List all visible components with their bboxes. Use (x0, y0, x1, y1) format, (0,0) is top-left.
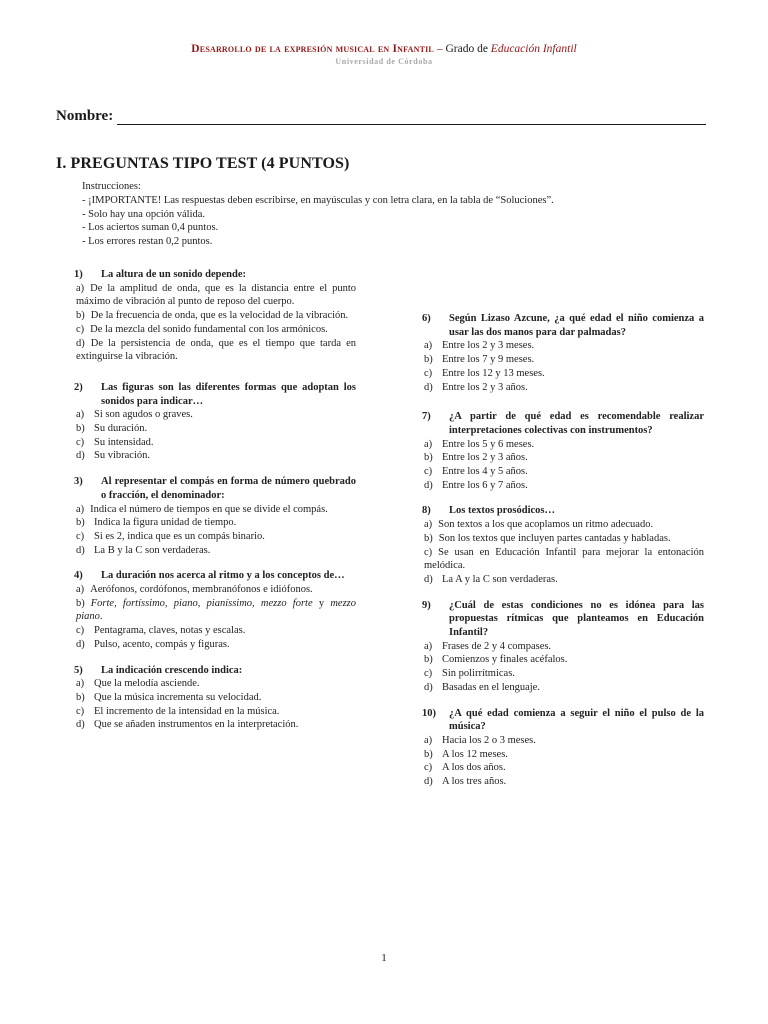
option-b (74, 516, 356, 530)
question-6 (422, 312, 704, 394)
option-a (74, 677, 356, 691)
option-text: De la amplitud de onda, que es la distancia entre el punto máximo de vibración al punto de reposo del cuerpo. (76, 282, 356, 308)
option-text: Entre los 6 y 7 años. (442, 479, 528, 491)
option-text: Comienzos y finales acéfalos. (442, 654, 568, 666)
option-letter: a) (76, 282, 85, 294)
option-text: Indica la figura unidad de tiempo. (94, 517, 237, 529)
option-letter: b) (76, 517, 85, 529)
option-d (422, 381, 704, 395)
question-text: Las figuras son las diferentes formas que adoptan los sonidos para indicar… (101, 381, 356, 407)
questions-right-column (422, 312, 704, 801)
instruction-item: - Solo hay una opción válida. (82, 208, 206, 220)
question-text: La altura de un sonido depende: (101, 269, 246, 280)
option-text-connector: y (312, 597, 331, 609)
instruction-item: - Los errores restan 0,2 puntos. (82, 236, 213, 248)
option-text-italic: Forte, fortíssimo, piano, pianíssimo, mezzo forte (90, 597, 313, 609)
option-c (74, 436, 356, 450)
option-letter: c) (76, 530, 85, 542)
option-b (422, 532, 704, 546)
option-d (74, 718, 356, 732)
degree-name: Educación Infantil (490, 43, 577, 55)
option-text: Indica el número de tiempos en que se divide el compás. (90, 503, 328, 515)
question-number: 6) (422, 313, 431, 324)
option-c (74, 624, 356, 638)
option-a (74, 408, 356, 422)
option-text: Sin polirrítmicas. (442, 668, 515, 680)
question-text: ¿A qué edad comienza a seguir el niño el pulso de la música? (449, 707, 704, 733)
option-letter: d) (424, 776, 433, 788)
option-d (74, 638, 356, 652)
question-number: 2) (74, 381, 83, 393)
instructions-title: Instrucciones: (82, 181, 141, 192)
question-heading (74, 475, 356, 502)
question-text: Según Lizaso Azcune, ¿a qué edad el niño comienza a usar las dos manos para dar palmadas? (449, 313, 704, 338)
question-heading (422, 410, 704, 437)
question-number: 7) (422, 411, 431, 423)
question-text: ¿A partir de qué edad es recomendable realizar interpretaciones colectivas con instrumentos? (449, 411, 704, 436)
option-letter: b) (76, 691, 85, 703)
university-name: Universidad de Córdoba (335, 57, 433, 66)
option-letter: c) (76, 705, 85, 717)
option-text: Entre los 2 y 3 meses. (442, 340, 535, 352)
option-c (422, 667, 704, 681)
option-text: Entre los 2 y 3 años. (442, 452, 528, 464)
question-heading (74, 664, 356, 678)
option-letter: b) (424, 654, 433, 666)
option-c (422, 367, 704, 381)
option-text: Su intensidad. (94, 436, 154, 448)
option-letter: d) (424, 573, 433, 585)
option-a (422, 339, 704, 353)
option-text: A los dos años. (442, 762, 506, 774)
option-text: Que se añaden instrumentos en la interpretación. (94, 719, 299, 731)
option-letter: c) (424, 546, 433, 558)
instruction-item: - ¡IMPORTANTE! Las respuestas deben escribirse, en mayúsculas y con letra clara, en la tabla de “Soluciones”. (82, 194, 554, 206)
option-letter: c) (424, 668, 433, 680)
question-1 (74, 268, 356, 364)
header-line (0, 42, 768, 57)
question-7 (422, 410, 704, 492)
option-letter: b) (424, 748, 433, 760)
option-letter: d) (424, 681, 433, 693)
option-c (74, 323, 356, 337)
option-text: Entre los 7 y 9 meses. (442, 354, 535, 366)
option-d (422, 479, 704, 493)
option-a (422, 518, 704, 532)
option-text: Pentagrama, claves, notas y escalas. (94, 625, 246, 637)
option-letter: d) (76, 450, 85, 462)
question-5 (74, 664, 356, 733)
question-text: Los textos prosódicos… (449, 505, 555, 517)
option-letter: d) (424, 381, 433, 393)
question-3 (74, 475, 356, 557)
option-b (74, 597, 356, 624)
option-letter: c) (76, 323, 85, 335)
option-text: Entre los 5 y 6 meses. (442, 438, 535, 450)
question-heading (74, 268, 356, 282)
option-letter: a) (424, 438, 433, 450)
document-header (0, 42, 768, 67)
question-text: La duración nos acerca al ritmo y a los conceptos de… (101, 570, 345, 582)
option-letter: d) (76, 719, 85, 731)
option-b (422, 748, 704, 762)
option-letter: a) (424, 340, 433, 352)
question-heading (422, 312, 704, 339)
option-a (422, 640, 704, 654)
option-c (74, 705, 356, 719)
option-b (422, 451, 704, 465)
option-letter: c) (76, 625, 85, 637)
option-d (422, 573, 704, 587)
option-letter: a) (424, 519, 433, 531)
name-row (56, 108, 706, 125)
option-b (74, 422, 356, 436)
question-10 (422, 707, 704, 789)
option-c (74, 530, 356, 544)
question-9 (422, 599, 704, 695)
question-4 (74, 569, 356, 651)
option-d (422, 681, 704, 695)
instructions (82, 180, 662, 249)
option-letter: a) (76, 409, 85, 421)
option-b (74, 309, 356, 323)
option-text: El incremento de la intensidad en la música. (94, 705, 280, 717)
option-text: Su vibración. (94, 450, 150, 462)
option-text: Se usan en Educación Infantil para mejorar la entonación melódica. (424, 546, 704, 572)
name-underline (117, 109, 706, 125)
question-heading (74, 569, 356, 583)
option-text: De la frecuencia de onda, que es la velocidad de la vibración. (90, 310, 349, 322)
option-text: Hacia los 2 o 3 meses. (442, 734, 536, 746)
option-letter: c) (424, 466, 433, 478)
option-letter: d) (76, 638, 85, 650)
option-text: Que la música incrementa su velocidad. (94, 691, 262, 703)
option-letter: b) (76, 423, 85, 435)
option-letter: c) (424, 367, 433, 379)
option-c (422, 761, 704, 775)
option-text: Entre los 2 y 3 años. (442, 381, 528, 393)
option-letter: d) (76, 337, 85, 349)
option-letter: d) (76, 544, 85, 556)
option-text: De la persistencia de onda, que es el tiempo que tarda en extinguirse la vibración. (76, 337, 356, 363)
question-number: 5) (74, 664, 83, 676)
option-text: A los 12 meses. (442, 748, 508, 760)
option-a (422, 734, 704, 748)
option-text: Basadas en el lenguaje. (442, 681, 540, 693)
option-letter: a) (76, 503, 85, 515)
option-text: Si es 2, indica que es un compás binario. (94, 530, 265, 542)
question-heading (422, 599, 704, 640)
option-letter: b) (424, 452, 433, 464)
option-text: Son los textos que incluyen partes cantadas y habladas. (438, 532, 671, 544)
header-separator: – (433, 43, 446, 55)
option-letter: d) (424, 479, 433, 491)
option-b (422, 353, 704, 367)
question-text: Al representar el compás en forma de número quebrado o fracción, el denominador: (101, 476, 356, 501)
question-number: 4) (74, 570, 83, 582)
option-text: Su duración. (94, 423, 148, 435)
option-text: A los tres años. (442, 776, 507, 788)
option-text: Pulso, acento, compás y figuras. (94, 638, 230, 650)
option-a (422, 438, 704, 452)
course-title: Desarrollo de la expresión musical en Infantil (191, 43, 434, 55)
option-letter: b) (424, 354, 433, 366)
option-letter: b) (76, 597, 85, 609)
option-text: Frases de 2 y 4 compases. (442, 640, 552, 652)
option-letter: a) (424, 640, 433, 652)
questions-left-column (74, 268, 356, 744)
option-text: Aerófonos, cordófonos, membranófonos e idiófonos. (90, 584, 313, 596)
question-number: 8) (422, 505, 431, 517)
question-8 (422, 504, 704, 586)
option-text: Son textos a los que acoplamos un ritmo adecuado. (438, 519, 654, 531)
option-d (74, 449, 356, 463)
option-b (422, 653, 704, 667)
question-number: 3) (74, 476, 83, 488)
option-text: De la mezcla del sonido fundamental con los armónicos. (90, 323, 328, 335)
question-2 (74, 381, 356, 463)
option-d (74, 337, 356, 364)
option-text-italic: mezzo piano (76, 597, 356, 623)
option-text: La A y la C son verdaderas. (442, 573, 558, 585)
option-letter: a) (76, 678, 85, 690)
option-letter: b) (424, 532, 433, 544)
question-number: 10) (422, 707, 436, 719)
question-number: 1) (74, 269, 83, 280)
option-letter: c) (76, 436, 85, 448)
name-label: Nombre: (56, 108, 114, 124)
option-a (74, 282, 356, 309)
option-c (422, 546, 704, 573)
section-title: I. PREGUNTAS TIPO TEST (4 PUNTOS) (56, 155, 350, 172)
option-letter: a) (424, 734, 433, 746)
option-c (422, 465, 704, 479)
option-letter: b) (76, 310, 85, 322)
option-a (74, 583, 356, 597)
option-text: Entre los 12 y 13 meses. (442, 367, 545, 379)
question-heading (74, 381, 356, 408)
degree-prefix: Grado de (445, 43, 491, 55)
option-text: Si son agudos o graves. (94, 409, 193, 421)
option-text: Entre los 4 y 5 años. (442, 466, 528, 478)
question-text: ¿Cuál de estas condiciones no es idónea para las propuestas rítmicas que planteamos en Educación Infantil? (449, 599, 704, 639)
question-number: 9) (422, 599, 431, 611)
option-text-end: . (99, 611, 103, 623)
question-heading (422, 504, 704, 518)
option-letter: c) (424, 762, 433, 774)
option-d (422, 775, 704, 789)
option-text: La B y la C son verdaderas. (94, 544, 211, 556)
option-b (74, 691, 356, 705)
question-heading (422, 707, 704, 734)
instruction-item: - Los aciertos suman 0,4 puntos. (82, 222, 219, 234)
page-number: 1 (381, 952, 387, 964)
option-a (74, 503, 356, 517)
question-text: La indicación crescendo indica: (101, 664, 243, 676)
option-d (74, 544, 356, 558)
option-text: Que la melodía asciende. (94, 678, 200, 690)
option-letter: a) (76, 584, 85, 596)
